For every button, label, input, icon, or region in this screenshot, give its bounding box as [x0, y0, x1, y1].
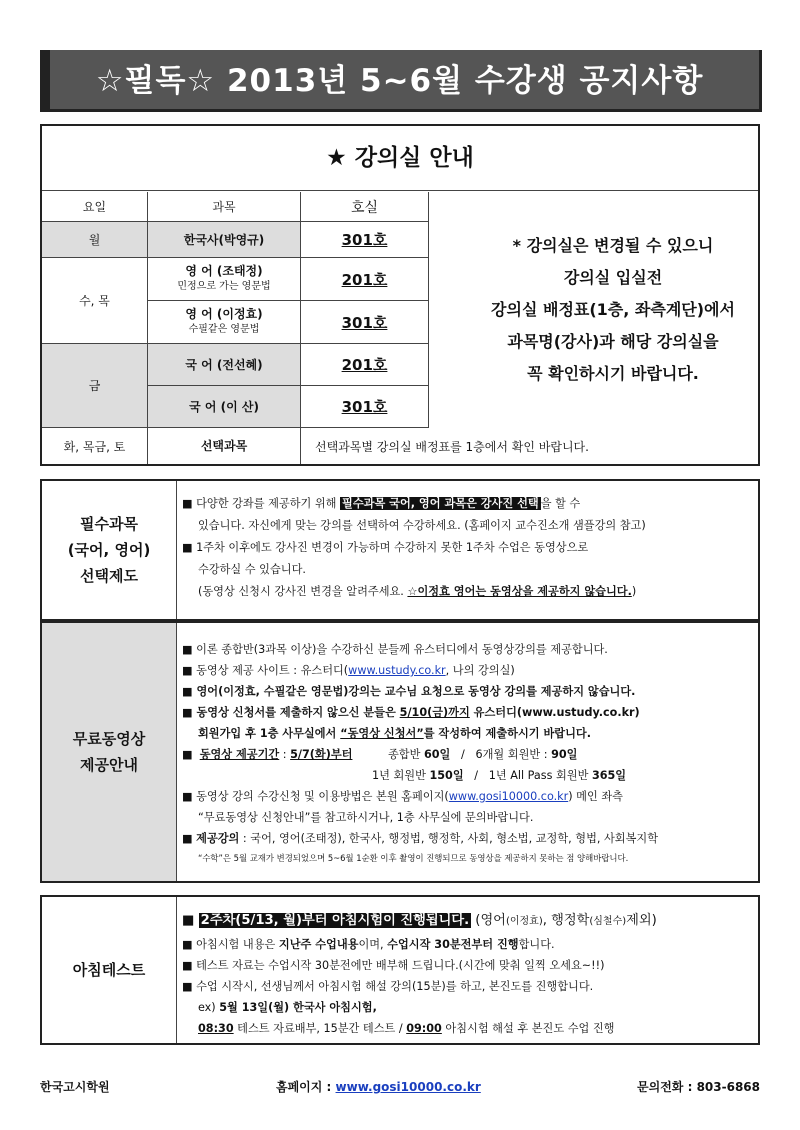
period-value: 90일 — [551, 748, 578, 761]
video-label-line: 제공안내 — [80, 756, 138, 774]
required-label — [42, 481, 177, 619]
bold-text: 수업시작 30분전부터 진행 — [387, 938, 519, 951]
text: , 행정학 — [542, 913, 590, 928]
video-line: ■ 영어(이정효, 수필같은 영문법)강의는 교수님 요청으로 동영상 강의를 제공하지 않습니다. — [182, 685, 636, 698]
morning-label: 아침테스트 — [42, 897, 177, 1043]
text: ■ 다양한 강좌를 제공하기 위해 — [182, 497, 341, 510]
text: (영어 — [471, 913, 506, 928]
video-label — [42, 623, 177, 881]
text: ) 메인 좌측 — [568, 790, 623, 803]
required-line: ■ 1주차 이후에도 강사진 변경이 가능하며 수강하지 못한 1주차 수업은 동영상으로 — [182, 541, 589, 554]
text: (이정효) — [505, 916, 543, 927]
video-line — [182, 828, 754, 849]
footer-org: 한국고시학원 — [40, 1080, 110, 1094]
subject-english-lee — [148, 301, 301, 344]
elective-note: 선택과목별 강의실 배정표를 1층에서 확인 바랍니다. — [315, 439, 589, 454]
text: ) — [631, 585, 637, 598]
text: ■ 동영상 제공 사이트 : 유스터디( — [182, 664, 349, 677]
text: ■ — [182, 832, 197, 845]
period-start: 5/7(화)부터 — [290, 748, 353, 761]
text: 합니다. — [518, 938, 555, 951]
text: 유스터디(www.ustudy.co.kr) — [469, 706, 640, 719]
text: 종합반 — [352, 748, 424, 761]
bold-text: 5월 13일(월) 한국사 아침시험, — [219, 1001, 377, 1014]
subject-english-lee-name: 영 어 (이정효) — [185, 307, 263, 321]
text: 1년 회원반 — [372, 769, 430, 782]
room-english-lee: 301호 — [301, 301, 429, 344]
text: 제외) — [626, 913, 657, 928]
header-subject: 과목 — [148, 192, 301, 222]
text: / 6개월 회원반 : — [450, 748, 552, 761]
day-mon: 월 — [42, 222, 148, 258]
subject-english-jo-desc: 민정으로 가는 영문법 — [177, 281, 271, 292]
text: 테스트 자료배부, 15분간 테스트 / — [233, 1022, 407, 1035]
footer — [40, 1078, 760, 1098]
morning-section — [40, 895, 760, 1045]
subject-english-jo — [148, 258, 301, 301]
day-elective: 화, 목금, 토 — [42, 428, 148, 464]
video-line: “수학”은 5월 교재가 변경되었으며 5~6월 1순환 이후 촬영이 진행되므로 동영상을 제공하지 못하는 점 양해바랍니다. — [198, 853, 629, 863]
homepage-link[interactable]: www.gosi10000.co.kr — [335, 1080, 481, 1094]
text: ■ — [182, 913, 199, 928]
required-label-line: (국어, 영어) — [67, 541, 151, 559]
time-text: 08:30 — [198, 1022, 234, 1035]
video-line — [182, 786, 754, 807]
text: : — [279, 748, 291, 761]
video-line — [182, 744, 754, 765]
text: , 나의 강의실) — [445, 664, 515, 677]
text: ■ 동영상 강의 수강신청 및 이용방법은 본원 홈페이지( — [182, 790, 449, 803]
footer-phone — [637, 1078, 760, 1095]
room-korean-jeon: 201호 — [301, 344, 429, 386]
classroom-heading: ★ 강의실 안내 — [42, 126, 758, 191]
required-label-line: 필수과목 — [80, 515, 138, 533]
notice-line: * 강의실은 변경될 수 있으니 — [512, 236, 714, 255]
phone-number: 803-6868 — [696, 1080, 760, 1094]
required-body — [182, 493, 754, 603]
warning-text: ☆이정효 영어는 동영상을 제공하지 않습니다. — [407, 585, 632, 598]
subject-english-lee-desc: 수필같은 영문법 — [188, 324, 260, 335]
text: : 국어, 영어(조태정), 한국사, 행정법, 행정학, 사회, 형소법, 교정학, 형법, 사회복지학 — [239, 832, 659, 845]
morning-line: ■ 수업 시작시, 선생님께서 아침시험 해설 강의(15분)를 하고, 본진도를 진행합니다. — [182, 980, 594, 993]
day-wed-thu: 수, 목 — [42, 258, 148, 344]
classroom-notice — [470, 192, 756, 428]
header-room: 호실 — [301, 192, 429, 222]
gosi-link[interactable]: www.gosi10000.co.kr — [448, 790, 569, 803]
video-line — [182, 723, 754, 744]
text: 를 작성하여 제출하시기 바랍니다. — [423, 727, 591, 740]
morning-line — [182, 909, 754, 934]
required-line — [182, 493, 754, 515]
highlight-text: 필수과목 국어, 영어 과목은 강사진 선택 — [342, 497, 539, 510]
text: ■ — [182, 748, 200, 761]
period-value: 60일 — [423, 748, 451, 761]
period-label: 동영상 제공기간 — [199, 748, 280, 761]
video-line: ■ 이론 종합반(3과목 이상)을 수강하신 분들께 유스터디에서 동영상강의를 제공합니다. — [182, 643, 608, 656]
text: ■ 동영상 신청서를 제출하지 않으신 분들은 — [182, 706, 400, 719]
period-value: 365일 — [591, 769, 627, 782]
homepage-label: 홈페이지 : — [276, 1080, 336, 1094]
page-title: ☆필독☆ 2013년 5~6월 수강생 공지사항 — [95, 63, 704, 99]
subject-elective: 선택과목 — [148, 428, 301, 464]
text: 아침시험 해설 후 본진도 수업 진행 — [441, 1022, 615, 1035]
text: / 1년 All Pass 회원반 — [463, 769, 592, 782]
notice-line: 과목명(강사)과 해당 강의실을 — [507, 332, 719, 351]
room-english-jo: 201호 — [301, 258, 429, 301]
text: ■ 아침시험 내용은 — [182, 938, 279, 951]
video-section — [40, 621, 760, 883]
text: 회원가입 후 1층 사무실에서 — [198, 727, 341, 740]
period-value: 150일 — [429, 769, 464, 782]
video-line: “무료동영상 신청안내”를 참고하시거나, 1층 사무실에 문의바랍니다. — [198, 811, 534, 824]
courses-label: 제공강의 — [196, 832, 240, 845]
room-korean-lee: 301호 — [301, 386, 429, 428]
video-body — [182, 639, 754, 867]
morning-line — [182, 1018, 754, 1039]
text: 이며, — [358, 938, 388, 951]
required-line: 수강하실 수 있습니다. — [198, 563, 306, 576]
header-day: 요일 — [42, 192, 148, 222]
text: 을 할 수 — [540, 497, 581, 510]
deadline-text: 5/10(금)까지 — [399, 706, 470, 719]
text: (심철수) — [589, 916, 627, 927]
morning-body — [182, 909, 754, 1039]
bold-text: 지난주 수업내용 — [278, 938, 359, 951]
required-section — [40, 479, 760, 621]
video-line — [182, 765, 754, 786]
required-line — [182, 581, 754, 603]
text: (동영상 신청시 강사진 변경을 알려주세요. — [198, 585, 408, 598]
video-line — [182, 660, 754, 681]
notice-line: 강의실 배정표(1층, 좌측계단)에서 — [491, 300, 735, 319]
highlight-text: 2주차(5/13, 월)부터 아침시험이 진행됩니다. — [200, 913, 470, 928]
notice-line: 꼭 확인하시기 바랍니다. — [527, 364, 699, 383]
subject-korean-lee: 국 어 (이 산) — [148, 386, 301, 428]
ustudy-link[interactable]: www.ustudy.co.kr — [348, 664, 446, 677]
video-line — [182, 702, 754, 723]
subject-english-jo-name: 영 어 (조태정) — [185, 264, 263, 278]
required-line: 있습니다. 자신에게 맞는 강의를 선택하여 수강하세요. (홈페이지 교수진소개 샘플강의 참고) — [198, 519, 646, 532]
text: ex) — [198, 1001, 220, 1014]
day-fri: 금 — [42, 344, 148, 428]
room-history: 301호 — [301, 222, 429, 258]
subject-history: 한국사(박영규) — [148, 222, 301, 258]
notice-line: 강의실 입실전 — [563, 268, 663, 287]
time-text: 09:00 — [406, 1022, 442, 1035]
morning-line — [182, 997, 754, 1018]
phone-label: 문의전화 : — [637, 1080, 697, 1094]
subject-korean-jeon: 국 어 (전선혜) — [148, 344, 301, 386]
footer-homepage — [276, 1078, 481, 1095]
morning-line — [182, 934, 754, 955]
video-label-line: 무료동영상 — [72, 730, 146, 748]
form-name-text: “동영상 신청서” — [340, 727, 424, 740]
required-label-line: 선택제도 — [80, 567, 138, 585]
title-banner — [40, 50, 762, 112]
classroom-section — [40, 124, 760, 466]
morning-line: ■ 테스트 자료는 수업시작 30분전에만 배부해 드립니다.(시간에 맞춰 일찍 오세요~!!) — [182, 959, 605, 972]
